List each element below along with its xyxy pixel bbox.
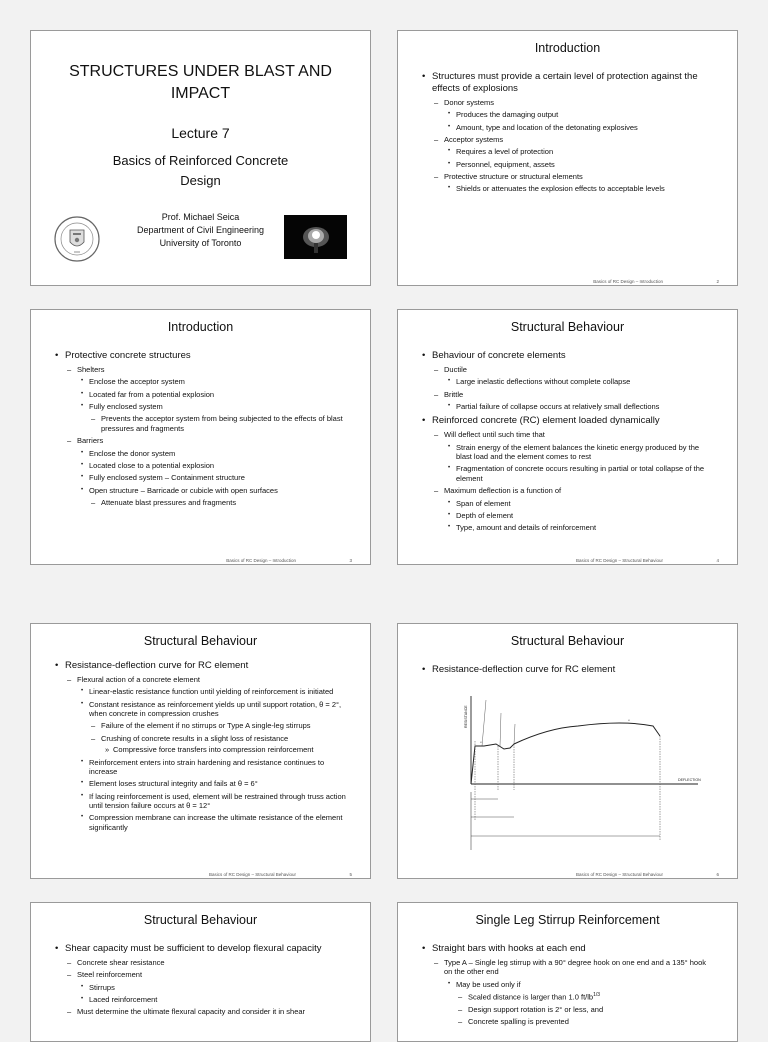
list-item [420, 390, 715, 399]
list-item [53, 350, 348, 362]
list-item [53, 402, 348, 411]
y-axis-label: RESISTANCE [464, 705, 468, 728]
list-item [420, 184, 715, 193]
list-item-text: Compression membrane can increase the ultimate resistance of the element significantly [89, 813, 343, 832]
ru-right-label: u [628, 719, 630, 722]
list-item [53, 995, 348, 1004]
list-item-text: Compressive force transfers into compression reinforcement [113, 745, 314, 755]
list-item [53, 687, 348, 696]
list-item-text: Scaled distance is larger than 1.0 ft/lb [468, 992, 594, 1002]
list-item [53, 779, 348, 788]
list-item [53, 390, 348, 399]
slide-title: Single Leg Stirrup Reinforcement [475, 913, 660, 927]
list-item-text: Structures must provide a certain level of protection against the effects of explosions [432, 71, 698, 94]
list-item-text: Donor systems [444, 97, 495, 107]
list-item-text: Brittle [444, 389, 464, 399]
list-item-text: Element loses structural integrity and fails at θ = 6° [89, 779, 258, 789]
list-item [420, 943, 715, 955]
list-item [420, 160, 715, 169]
university: University of Toronto [159, 238, 242, 249]
list-item [53, 970, 348, 979]
university-seal-logo [53, 215, 101, 263]
list-item-text: Amount, type and location of the detonating explosives [456, 122, 638, 132]
list-item-text: Stirrups [89, 982, 115, 992]
list-item-text: Strain energy of the element balances the kinetic energy produced by the blast load and the element comes to rest [456, 442, 700, 461]
list-item-text: Enclose the acceptor system [89, 377, 185, 387]
list-item-text: Protective concrete structures [65, 350, 191, 361]
list-item [53, 473, 348, 482]
slide-title: Introduction [167, 320, 234, 334]
list-item-text: Flexural action of a concrete element [77, 674, 200, 684]
list-item-text: Located close to a potential explosion [89, 460, 215, 470]
list-item-text: Open structure – Barricade or cubicle with open surfaces [89, 485, 278, 495]
list-item-text: Must determine the ultimate flexural capacity and consider it in shear [77, 1007, 306, 1017]
explosion-photo [284, 215, 347, 259]
list-item-text: Personnel, equipment, assets [456, 159, 555, 169]
footer-text: Basics of RC Design – Structural Behaviour [208, 872, 296, 877]
resistance-deflection-diagram [428, 686, 713, 856]
bullet-list [53, 656, 348, 832]
list-item [420, 365, 715, 374]
slide-1 [30, 30, 371, 286]
bullet-list [420, 67, 715, 194]
department: Department of Civil Engineering [136, 225, 265, 236]
resistance-curve [471, 723, 660, 784]
list-item-text: Fragmentation of concrete occurs resulting in partial or total collapse of the element [456, 464, 705, 483]
list-item-text: Crushing of concrete results in a slight loss of resistance [101, 733, 289, 743]
list-item [420, 110, 715, 119]
list-item-text: Depth of element [456, 510, 514, 520]
list-item-text: Resistance-deflection curve for RC element [65, 660, 249, 671]
list-item-text: May be used only if [456, 979, 521, 989]
list-item-text: Type, amount and details of reinforcement [456, 523, 597, 533]
list-item-text: Fully enclosed system [89, 402, 163, 411]
list-item-text: Span of element [456, 498, 511, 508]
bullet-list [53, 346, 348, 507]
list-item [420, 415, 715, 427]
slide-title: Structural Behaviour [510, 634, 625, 648]
list-item [53, 449, 348, 458]
list-item [53, 365, 348, 374]
list-item-text: Shelters [77, 364, 105, 374]
list-item-text: Ductile [444, 364, 467, 374]
list-item [53, 745, 348, 754]
list-item-text: Type A – Single leg stirrup with a 90° degree hook on one end and a 135° hook on the other end [444, 957, 707, 977]
list-item [420, 98, 715, 107]
list-item [420, 992, 715, 1002]
list-item: • Resistance-deflection curve for RC element [420, 664, 715, 676]
list-item [53, 813, 348, 832]
slide-8 [397, 902, 738, 1042]
footer-text: Basics of RC Design – Structural Behaviour [575, 558, 663, 563]
title-line-2: IMPACT [170, 85, 231, 103]
list-item [420, 1017, 715, 1026]
list-item-text: Located far from a potential explosion [89, 389, 215, 399]
list-item [420, 135, 715, 144]
list-item [420, 430, 715, 439]
subtitle-line-2: Design [180, 173, 221, 189]
list-item [420, 443, 715, 462]
list-item [420, 402, 715, 411]
slide-6 [397, 623, 738, 879]
list-item [420, 980, 715, 989]
list-item-text: Failure of the element if no stirrups or Type A single-leg stirrups [101, 721, 311, 731]
list-item [53, 461, 348, 470]
lecture-number: Lecture 7 [171, 125, 230, 141]
list-item-text: Shear capacity must be sufficient to develop flexural capacity [65, 943, 322, 954]
list-item-text: Barriers [77, 436, 104, 446]
list-item-text: Maximum deflection is a function of [444, 486, 562, 496]
list-item-text: Enclose the donor system [89, 448, 176, 458]
slide-title: Introduction [534, 41, 601, 55]
list-item-text: Straight bars with hooks at each end [432, 943, 586, 954]
slide-5 [30, 623, 371, 879]
slide-title: Structural Behaviour [143, 913, 258, 927]
list-item [420, 958, 715, 977]
slide-4 [397, 309, 738, 565]
list-item [420, 1005, 715, 1014]
list-item [420, 523, 715, 532]
list-item-text: Produces the damaging output [456, 110, 559, 120]
list-item [420, 499, 715, 508]
list-item-text: Concrete spalling is prevented [468, 1017, 569, 1027]
list-item-text: Shields or attenuates the explosion effects to acceptable levels [456, 184, 665, 194]
ru-left-label: u [480, 741, 482, 744]
title-line-1: STRUCTURES UNDER BLAST AND [69, 63, 332, 80]
list-item [420, 71, 715, 95]
list-item [53, 414, 348, 433]
footer-text: Basics of RC Design – Introduction [226, 558, 296, 563]
list-item [53, 721, 348, 730]
list-item-text: Acceptor systems [444, 134, 504, 144]
list-item [53, 486, 348, 495]
list-item [53, 377, 348, 386]
list-item [420, 464, 715, 483]
list-item-text: Behaviour of concrete elements [432, 350, 566, 361]
footer-text: Basics of RC Design – Structural Behaviour [575, 872, 663, 877]
list-item [53, 958, 348, 967]
bullet-list [53, 939, 348, 1017]
author-name: Prof. Michael Seica [161, 212, 240, 222]
list-item [53, 943, 348, 955]
list-item [420, 350, 715, 362]
page-number: 3 [349, 558, 352, 563]
list-item-text: Attenuate blast pressures and fragments [101, 498, 237, 507]
x-axis-label: DEFLECTION [678, 778, 701, 782]
list-item-text: Partial failure of collapse occurs at relatively small deflections [456, 402, 660, 411]
list-item-text: Constant resistance as reinforcement yields up until support rotation, θ = 2°, when concrete in compression crushes [89, 699, 342, 718]
slide-7 [30, 902, 371, 1042]
list-item [420, 123, 715, 132]
subtitle-line-1: Basics of Reinforced Concrete [112, 153, 289, 168]
slide-2 [397, 30, 738, 286]
list-item [53, 660, 348, 672]
slide-title: Structural Behaviour [143, 634, 258, 648]
list-item-text: Requires a level of protection [456, 147, 554, 157]
list-item [53, 675, 348, 684]
list-item-text: Steel reinforcement [77, 970, 143, 980]
page-number: 2 [716, 279, 719, 284]
bullet-list [420, 346, 715, 533]
superscript: 1/3 [593, 992, 601, 998]
bullet-list [420, 939, 715, 1027]
list-item [53, 792, 348, 811]
list-item-text: Will deflect until such time that [444, 430, 545, 440]
list-item-text: Reinforced concrete (RC) element loaded dynamically [432, 415, 660, 427]
page-number: 6 [716, 872, 719, 877]
lecture-subtitle [31, 151, 370, 191]
list-item [53, 700, 348, 719]
slide-title: Structural Behaviour [510, 320, 625, 334]
list-item [420, 486, 715, 495]
slide-3 [30, 309, 371, 565]
list-item-text: Reinforcement enters into strain hardening and resistance continues to increase [89, 757, 325, 776]
list-item [420, 511, 715, 520]
bullet-list [420, 660, 715, 676]
list-item-text: Linear-elastic resistance function until yielding of reinforcement is initiated [89, 687, 334, 697]
list-item [420, 147, 715, 156]
page-number: 4 [716, 558, 719, 563]
list-item-text: Large inelastic deflections without complete collapse [456, 377, 631, 387]
list-item [53, 758, 348, 777]
footer-text: Basics of RC Design – Introduction [593, 279, 663, 284]
list-item-text: Laced reinforcement [89, 995, 158, 1004]
list-item [53, 1007, 348, 1016]
slide-title [31, 61, 370, 106]
list-item [53, 436, 348, 445]
list-item [53, 983, 348, 992]
list-item [420, 172, 715, 181]
list-item [53, 734, 348, 743]
list-item-text: Design support rotation is 2° or less, and [468, 1004, 604, 1014]
list-item-text: Prevents the acceptor system from being subjected to the effects of blast pressures and fragments [101, 414, 343, 433]
page-number: 5 [349, 872, 352, 877]
list-item [53, 498, 348, 507]
list-item [420, 377, 715, 386]
list-item-text: If lacing reinforcement is used, element will be restrained through truss action until tension failure occurs at θ = 12° [89, 791, 346, 810]
list-item-text: Fully enclosed system – Containment structure [89, 473, 245, 483]
list-item-text: Concrete shear resistance [77, 957, 165, 967]
list-item-text: Protective structure or structural elements [444, 172, 583, 181]
